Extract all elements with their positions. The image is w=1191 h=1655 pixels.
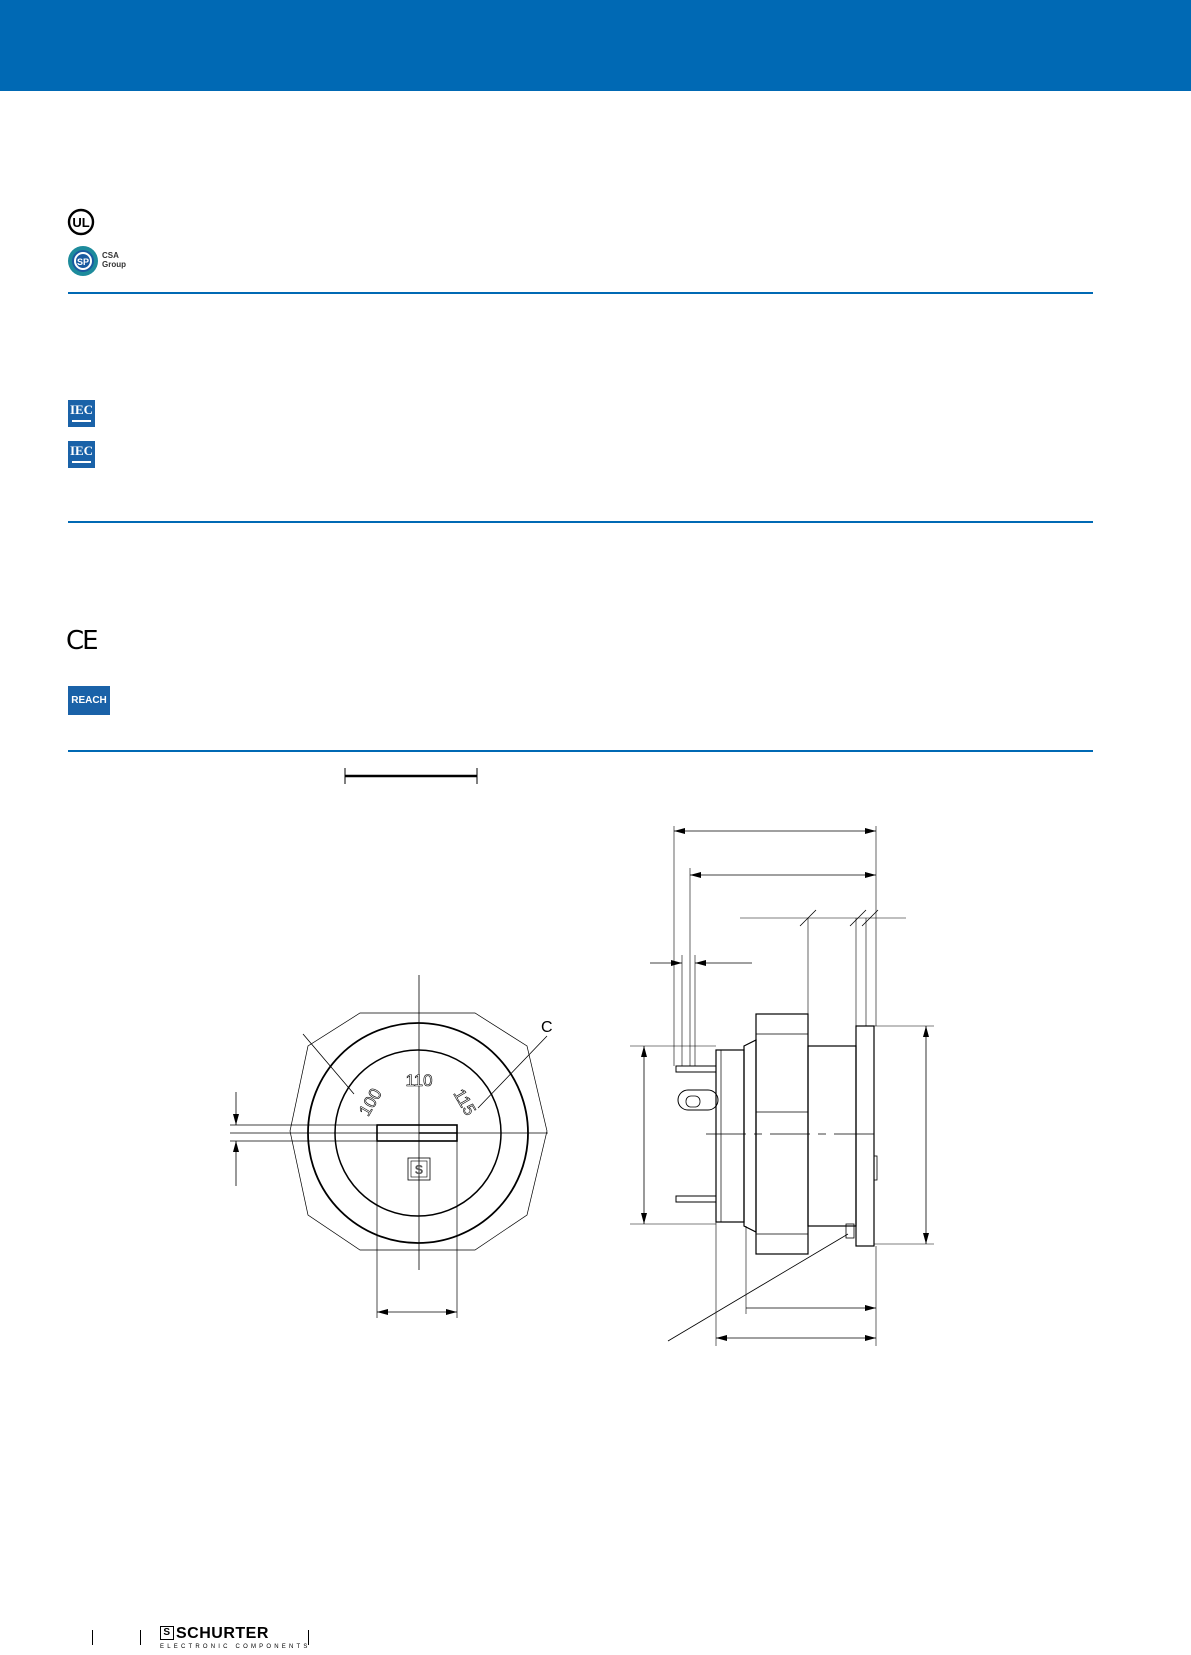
callout-label-c: C <box>541 1019 553 1036</box>
svg-text:S: S <box>414 1162 424 1177</box>
scale-label-100: 100 <box>355 1085 386 1120</box>
iec-logo-icon: IEC <box>68 441 95 468</box>
terminal-top <box>676 1066 716 1072</box>
rear-housing <box>716 1050 744 1222</box>
technical-drawing <box>0 760 1191 1360</box>
hex-nut-outline <box>290 1013 547 1250</box>
terminal-bottom <box>676 1196 716 1202</box>
section-divider <box>68 521 1093 523</box>
ul-logo-icon <box>67 208 95 236</box>
schurter-s-icon: S <box>160 1626 174 1640</box>
csa-logo-icon <box>67 245 99 277</box>
scale-label-115: 115 <box>449 1085 480 1119</box>
footer-brand-logo <box>160 1626 311 1652</box>
front-flange <box>856 1026 874 1246</box>
brand-subtitle: ELECTRONIC COMPONENTS <box>160 1644 311 1650</box>
footer-separator <box>140 1630 141 1645</box>
top-header-bar <box>0 0 1191 91</box>
thread-body <box>808 1046 856 1226</box>
svg-text:SP: SP <box>76 257 90 267</box>
reach-badge: REACH <box>68 686 110 715</box>
section-divider <box>68 750 1093 752</box>
section-divider <box>68 292 1093 294</box>
csa-logo <box>67 245 147 277</box>
front-view <box>230 975 553 1318</box>
scale-label-110: 110 <box>405 1071 433 1090</box>
scale-bar <box>345 768 477 784</box>
footer-separator <box>92 1630 93 1645</box>
svg-text:UL: UL <box>72 215 90 230</box>
iec-logo-icon: IEC <box>68 400 95 427</box>
csa-label: CSA Group <box>102 251 126 269</box>
side-view <box>630 826 934 1346</box>
brand-name: S SCHURTER <box>160 1626 311 1642</box>
ce-mark-icon: CE <box>66 626 97 656</box>
